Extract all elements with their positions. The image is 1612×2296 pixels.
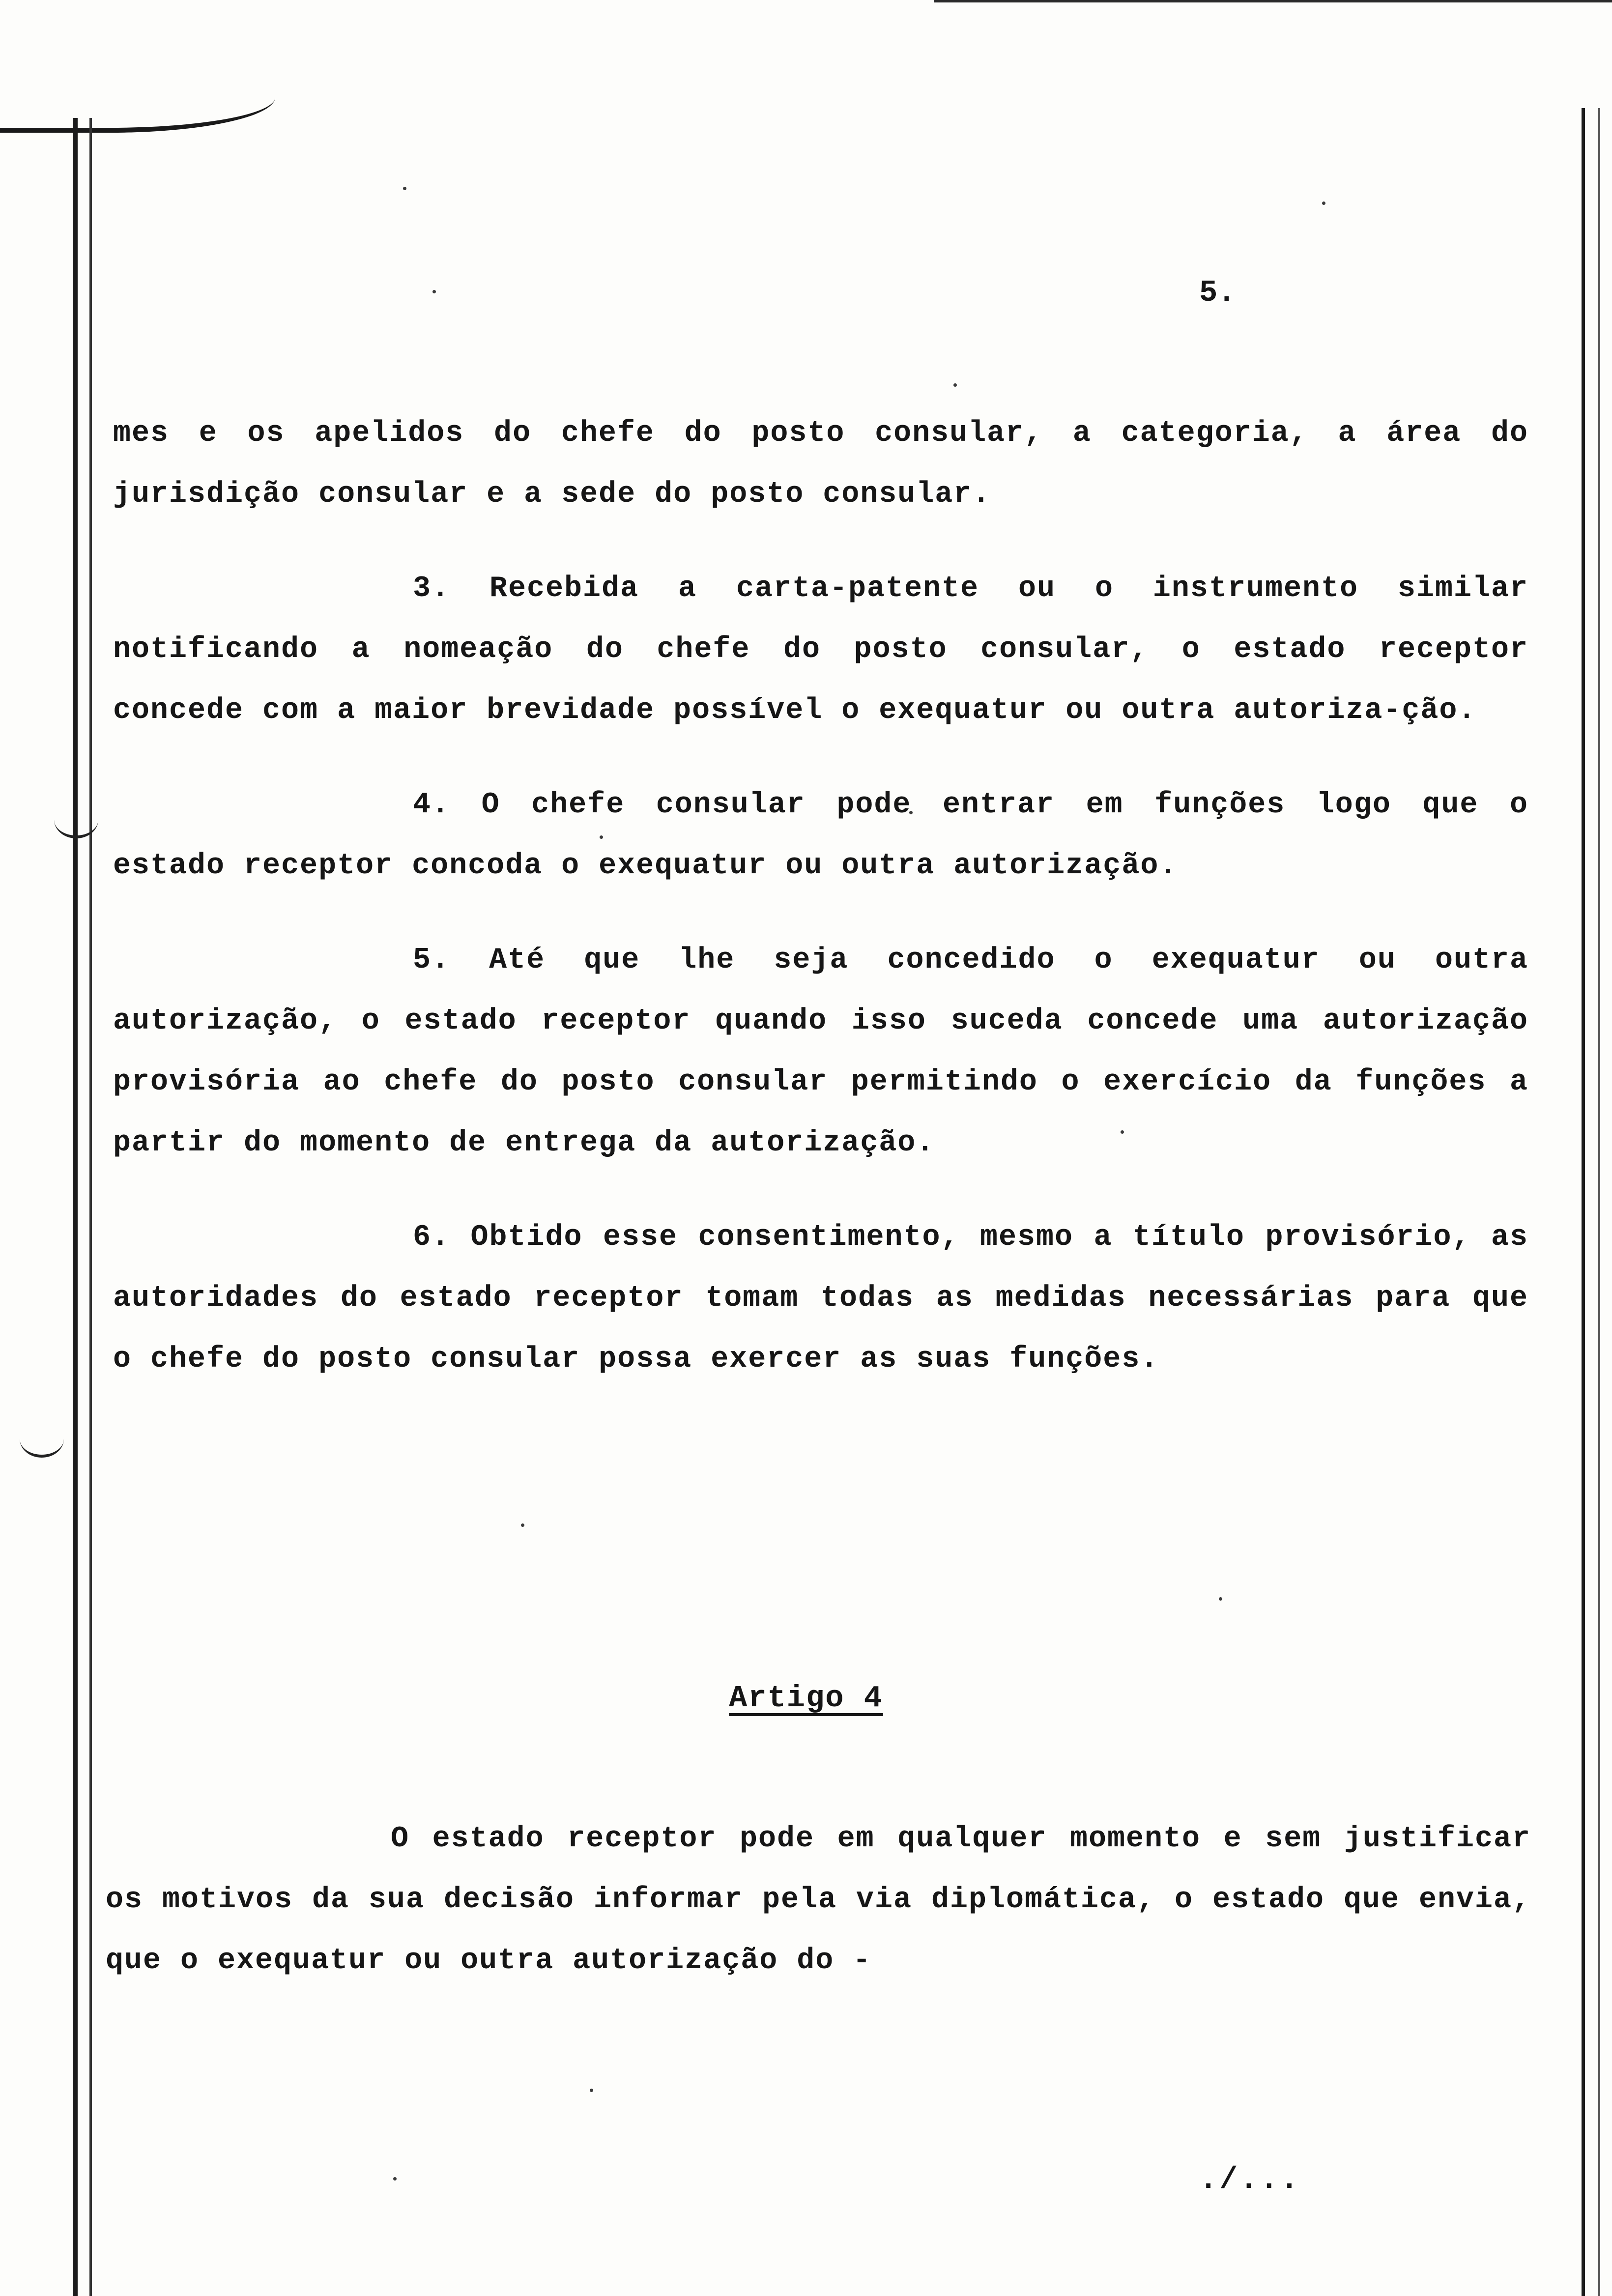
scan-speck xyxy=(590,2089,593,2092)
scan-edge-curve xyxy=(0,74,275,133)
scan-speck xyxy=(1219,1597,1222,1601)
paragraph-3: 3. Recebida a carta-patente ou o instrumento similar notificando a nomeação do chefe do posto consular, o estado receptor concede com a maior brevidade possível o exequatur ou outra autoriza-ção. xyxy=(113,572,1528,727)
body-text xyxy=(113,403,1528,1423)
scan-edge-left xyxy=(73,118,78,2296)
scan-speck xyxy=(521,1523,524,1527)
page-number: 5. xyxy=(1199,275,1236,310)
scan-speck xyxy=(393,2177,397,2181)
binding-hole-mark xyxy=(20,1420,64,1458)
scan-speck xyxy=(1322,201,1325,205)
article-heading: Artigo 4 xyxy=(729,1681,883,1716)
scan-edge-top xyxy=(934,0,1612,7)
continuation-mark: ./... xyxy=(1199,2162,1301,2197)
paragraph-4: 4. O chefe consular pode entrar em funções logo que o estado receptor concoda o exequatur ou outra autorização. xyxy=(113,788,1528,883)
binding-hole-mark xyxy=(54,801,98,838)
scan-edge-left-inner xyxy=(89,118,92,2296)
article-paragraph: O estado receptor pode em qualquer momento e sem justificar os motivos da sua decisão informar pela via diplomática, o estado que envia, que o exequatur ou outra autorização do - xyxy=(106,1822,1531,1978)
scan-speck xyxy=(432,290,436,293)
scan-speck xyxy=(403,187,406,190)
paragraph-6: 6. Obtido esse consentimento, mesmo a título provisório, as autoridades do estado receptor tomam todas as medidas necessárias para que o chefe do posto consular possa exercer as suas funções. xyxy=(113,1221,1528,1376)
paragraph-5: 5. Até que lhe seja concedido o exequatur ou outra autorização, o estado receptor quando isso suceda concede uma autorização provisória ao chefe do posto consular permitindo o exercício da funções a partir do momento de entrega da autorização. xyxy=(113,944,1528,1160)
scan-edge-right xyxy=(1582,108,1585,2296)
scan-speck xyxy=(953,383,957,387)
paragraph-continuation: mes e os apelidos do chefe do posto consular, a categoria, a área do jurisdição consular e a sede do posto consular. xyxy=(113,417,1528,511)
article-body xyxy=(106,1808,1531,2025)
scan-edge-right-inner xyxy=(1598,108,1600,2296)
